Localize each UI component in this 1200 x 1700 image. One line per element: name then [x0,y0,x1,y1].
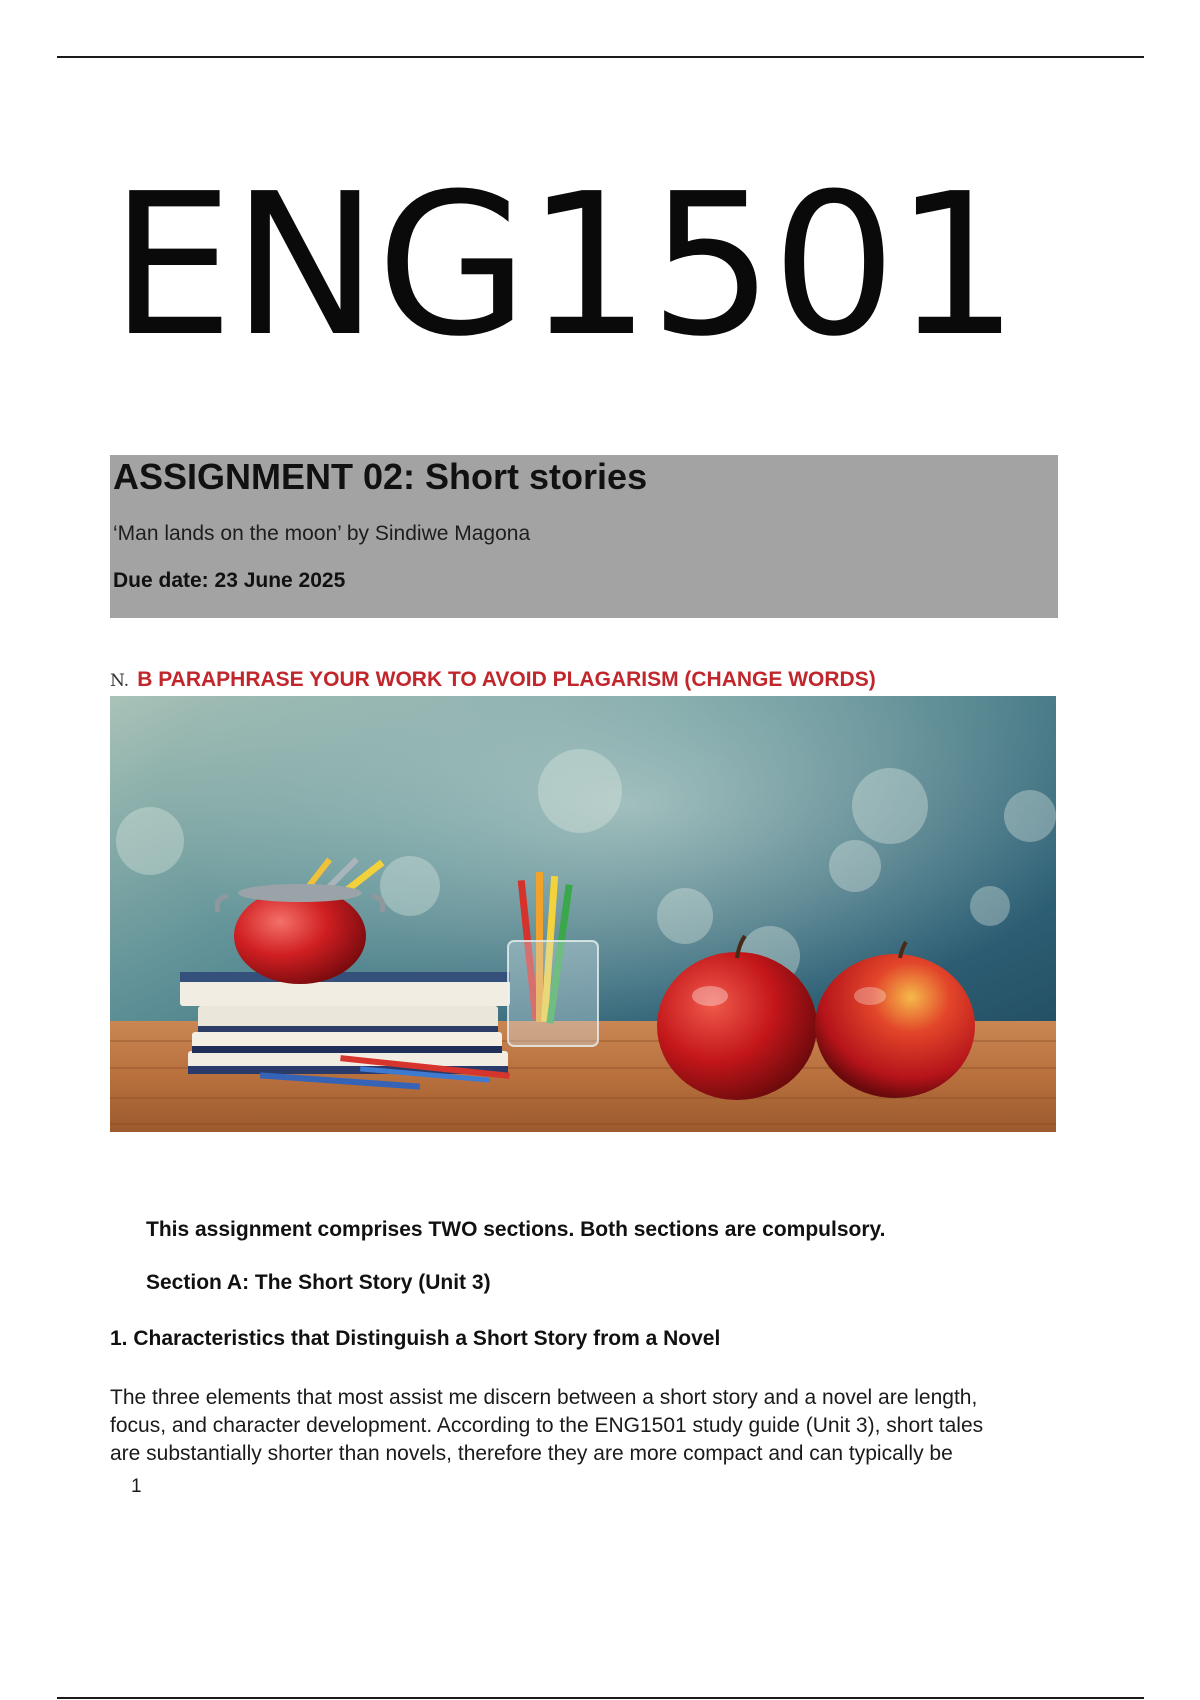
body-line: focus, and character development. According to the ENG1501 study guide (Unit 3), short tales [110,1414,984,1437]
assignment-subtitle: ‘Man lands on the moon’ by Sindiwe Magona [113,522,531,545]
body-line: are substantially shorter than novels, therefore they are more compact and can typically be [110,1442,953,1465]
top-rule [57,56,1144,58]
paraphrase-notice [110,668,876,692]
body-paragraph [110,1384,1120,1468]
question-1-heading: 1. Characteristics that Distinguish a Short Story from a Novel [110,1327,721,1350]
bottom-rule [57,1697,1144,1699]
intro-sections-note: This assignment comprises TWO sections. Both sections are compulsory. [146,1218,886,1241]
assignment-header-band [110,455,1058,618]
course-code-title: ENG1501 [110,152,1018,380]
section-a-heading: Section A: The Short Story (Unit 3) [146,1271,491,1294]
notice-prefix: N. [110,671,130,691]
page-number: 1 [131,1476,142,1497]
body-line: The three elements that most assist me discern between a short story and a novel are length, [110,1386,978,1409]
assignment-due-date: Due date: 23 June 2025 [113,569,346,592]
assignment-title: ASSIGNMENT 02: Short stories [113,456,648,497]
notice-text: B PARAPHRASE YOUR WORK TO AVOID PLAGARISM (CHANGE WORDS) [137,668,876,691]
hero-image [110,696,1056,1132]
